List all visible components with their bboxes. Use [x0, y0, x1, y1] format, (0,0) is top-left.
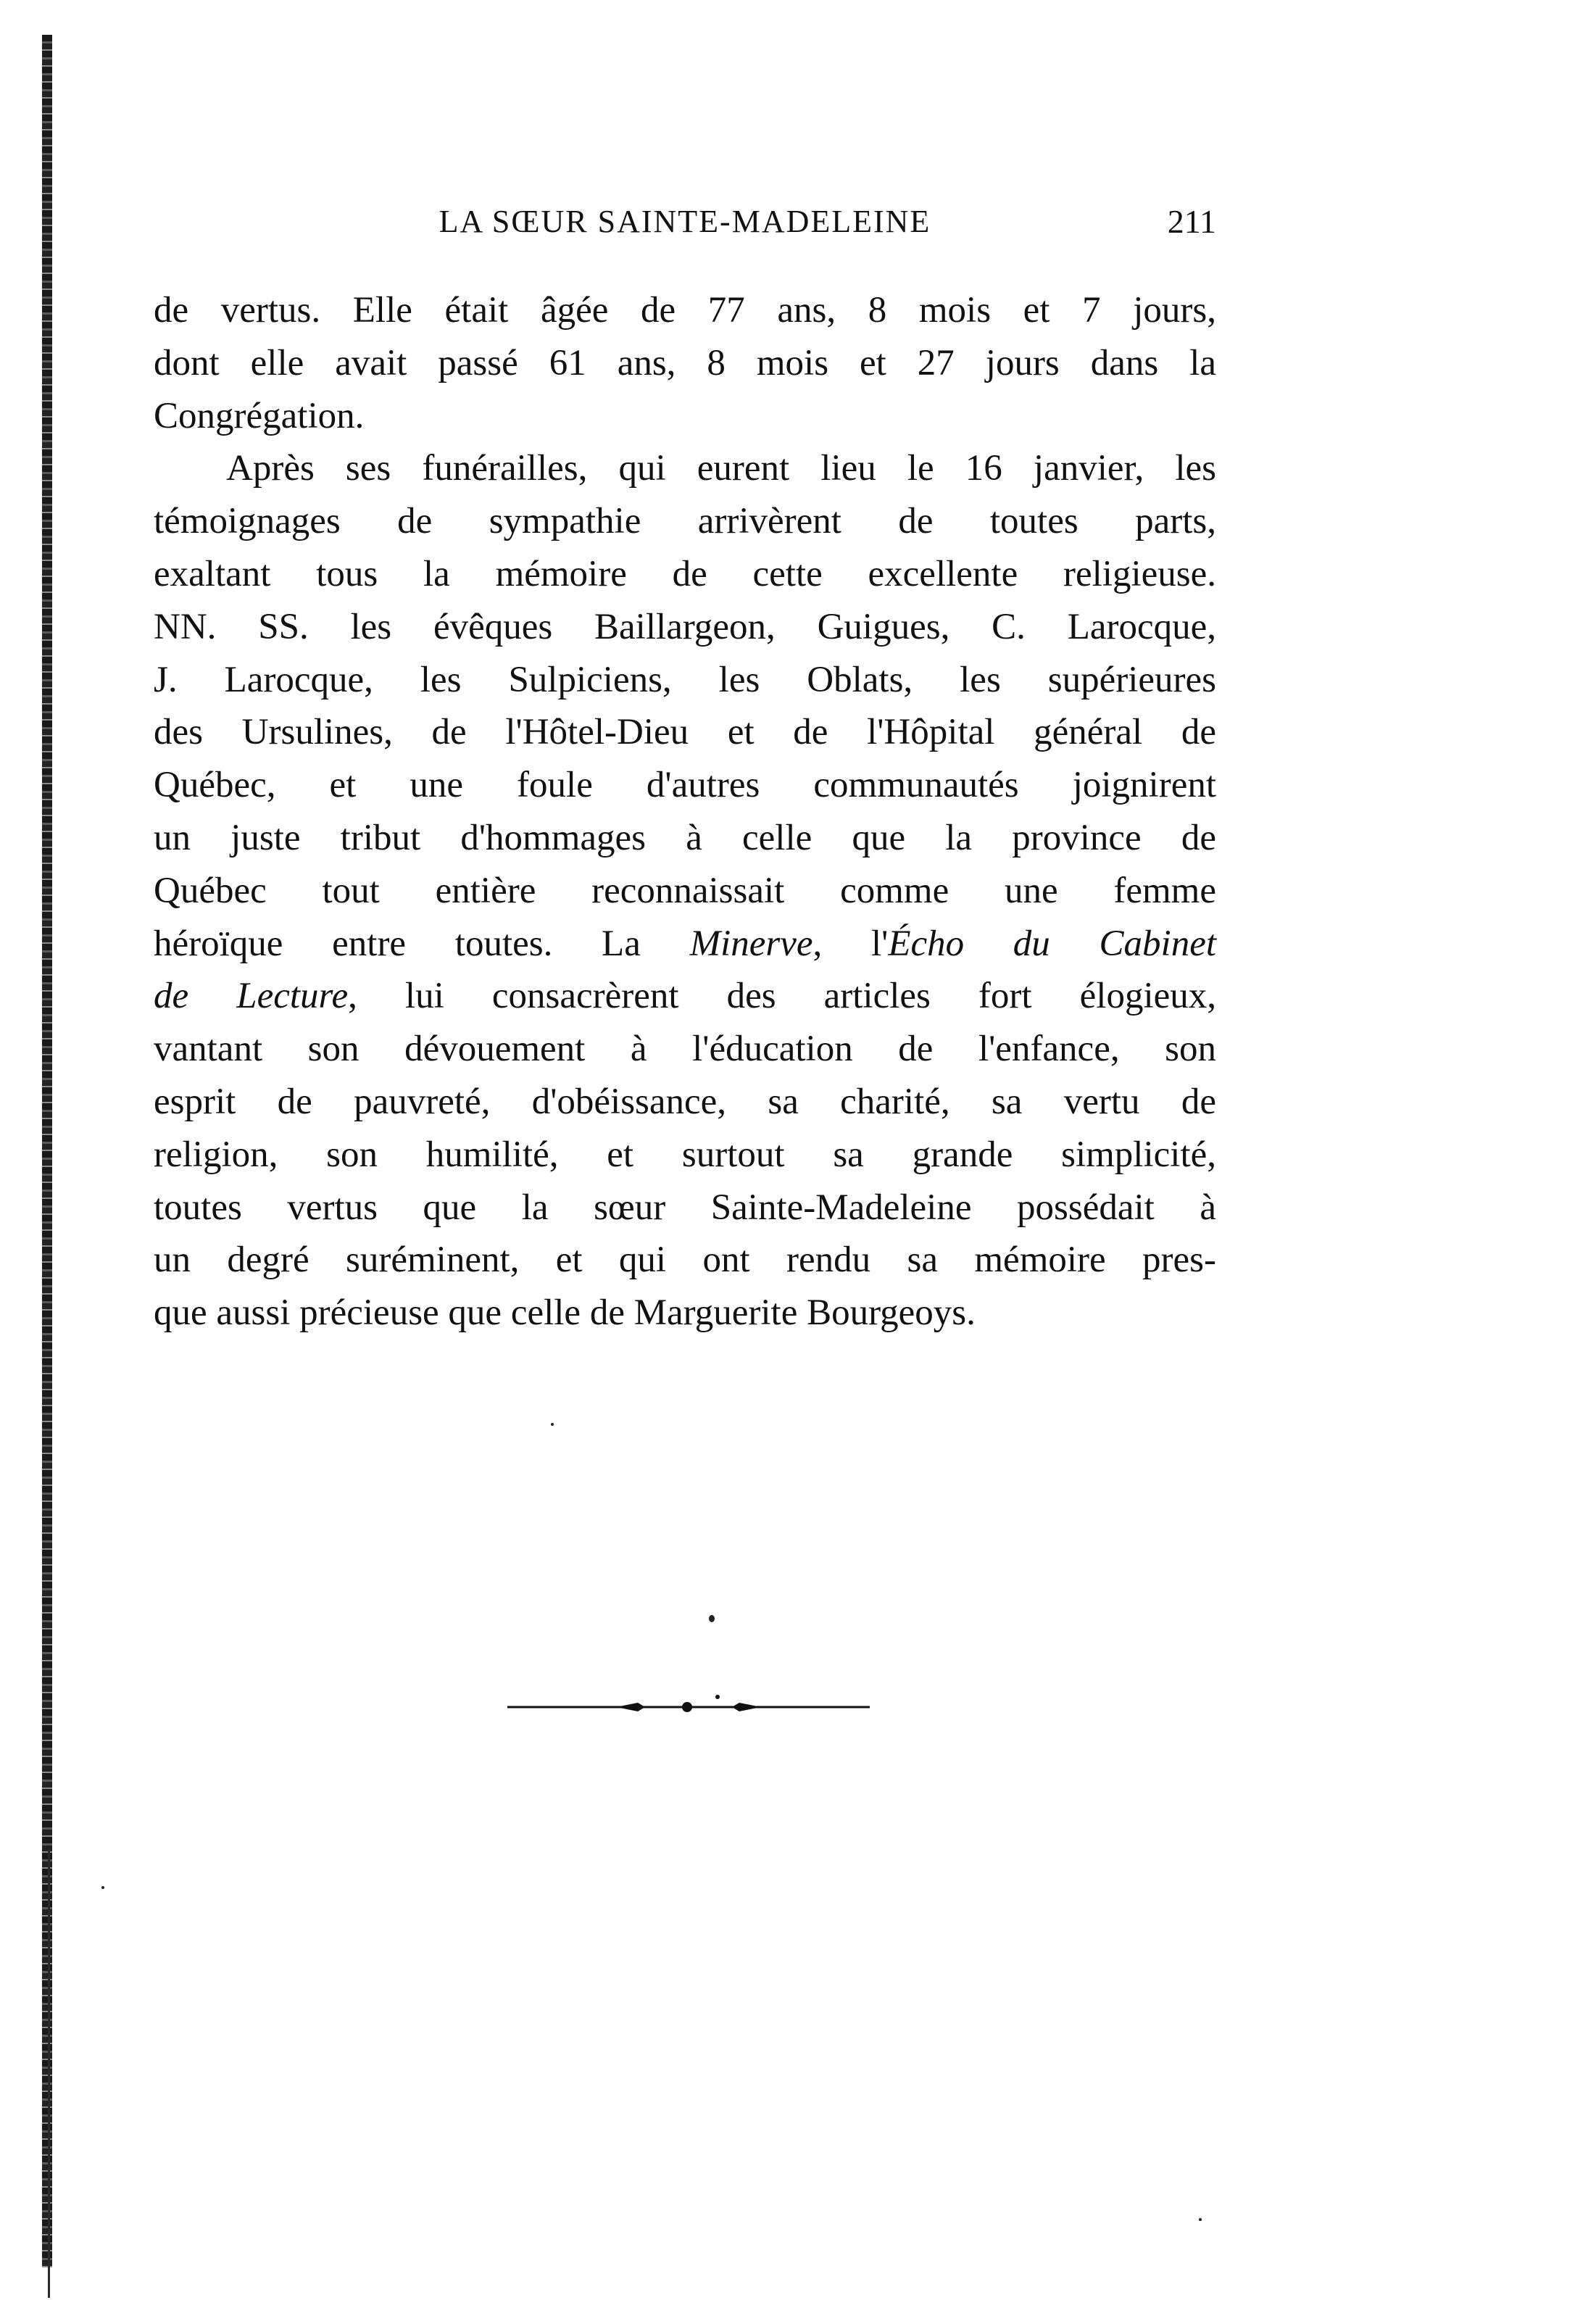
ornament-left-arrow [616, 1703, 645, 1711]
journal-title-lecture: de Lecture [154, 976, 349, 1017]
text-line: dont elle avait passé 61 ans, 8 mois et 27 jours dans la [154, 342, 1216, 383]
journal-title-minerve: Minerve [689, 923, 813, 964]
text-line: des Ursulines, de l'Hôtel-Dieu et de l'Hôpital général de [154, 712, 1216, 753]
end-ornament [507, 1693, 870, 1722]
text-line: NN. SS. les évêques Baillargeon, Guigues, C. Larocque, [154, 606, 1216, 647]
stray-mark [709, 1615, 715, 1622]
text-line: un degré suréminent, et qui ont rendu sa mémoire pres- [154, 1240, 1216, 1281]
body-text [154, 284, 1216, 1340]
binding-edge [42, 35, 52, 2267]
text-line: Après ses funérailles, qui eurent lieu le 16 janvier, les [226, 448, 1216, 489]
text-line: Québec tout entière reconnaissait comme une femme [154, 870, 1216, 911]
text-line: esprit de pauvreté, d'obéissance, sa charité, sa vertu de [154, 1081, 1216, 1122]
running-title: LA SŒUR SAINTE-MADELEINE [439, 204, 931, 239]
stray-mark [1199, 2218, 1202, 2221]
text-segment: , l' [812, 923, 889, 964]
stray-mark [551, 1423, 554, 1426]
journal-title-echo: Écho du Cabinet [888, 923, 1217, 964]
paragraph-2 [154, 442, 1216, 1340]
text-line: de vertus. Elle était âgée de 77 ans, 8 mois et 7 jours, [154, 290, 1216, 331]
stray-mark [101, 1886, 104, 1889]
text-line: un juste tribut d'hommages à celle que la province de [154, 817, 1216, 858]
text-line: témoignages de sympathie arrivèrent de toutes parts, [154, 501, 1216, 542]
binding-edge-thin [48, 1848, 50, 2298]
paragraph-1 [154, 284, 1216, 442]
text-segment: , lui consacrèrent des articles fort élogieux, [348, 976, 1216, 1017]
text-line: religion, son humilité, et surtout sa grande simplicité, [154, 1134, 1216, 1175]
text-line: que aussi précieuse que celle de Marguerite Bourgeoys. [154, 1292, 976, 1334]
text-line: Congrégation. [154, 395, 365, 436]
ornament-right-arrow [732, 1703, 761, 1711]
ornament-center-dot [682, 1702, 692, 1712]
running-head [154, 200, 1216, 244]
text-line [154, 970, 1216, 1023]
text-line: toutes vertus que la sœur Sainte-Madeleine possédait à [154, 1187, 1216, 1228]
text-line: J. Larocque, les Sulpiciens, les Oblats, les supérieures [154, 659, 1216, 700]
ornament-dot [715, 1695, 720, 1699]
text-line: exaltant tous la mémoire de cette excellente religieuse. [154, 553, 1216, 594]
page-number: 211 [1167, 203, 1216, 240]
text-line [154, 918, 1216, 971]
text-segment: héroïque entre toutes. La [154, 923, 690, 964]
text-line: vantant son dévouement à l'éducation de l'enfance, son [154, 1029, 1216, 1070]
text-line: Québec, et une foule d'autres communautés joignirent [154, 765, 1216, 806]
